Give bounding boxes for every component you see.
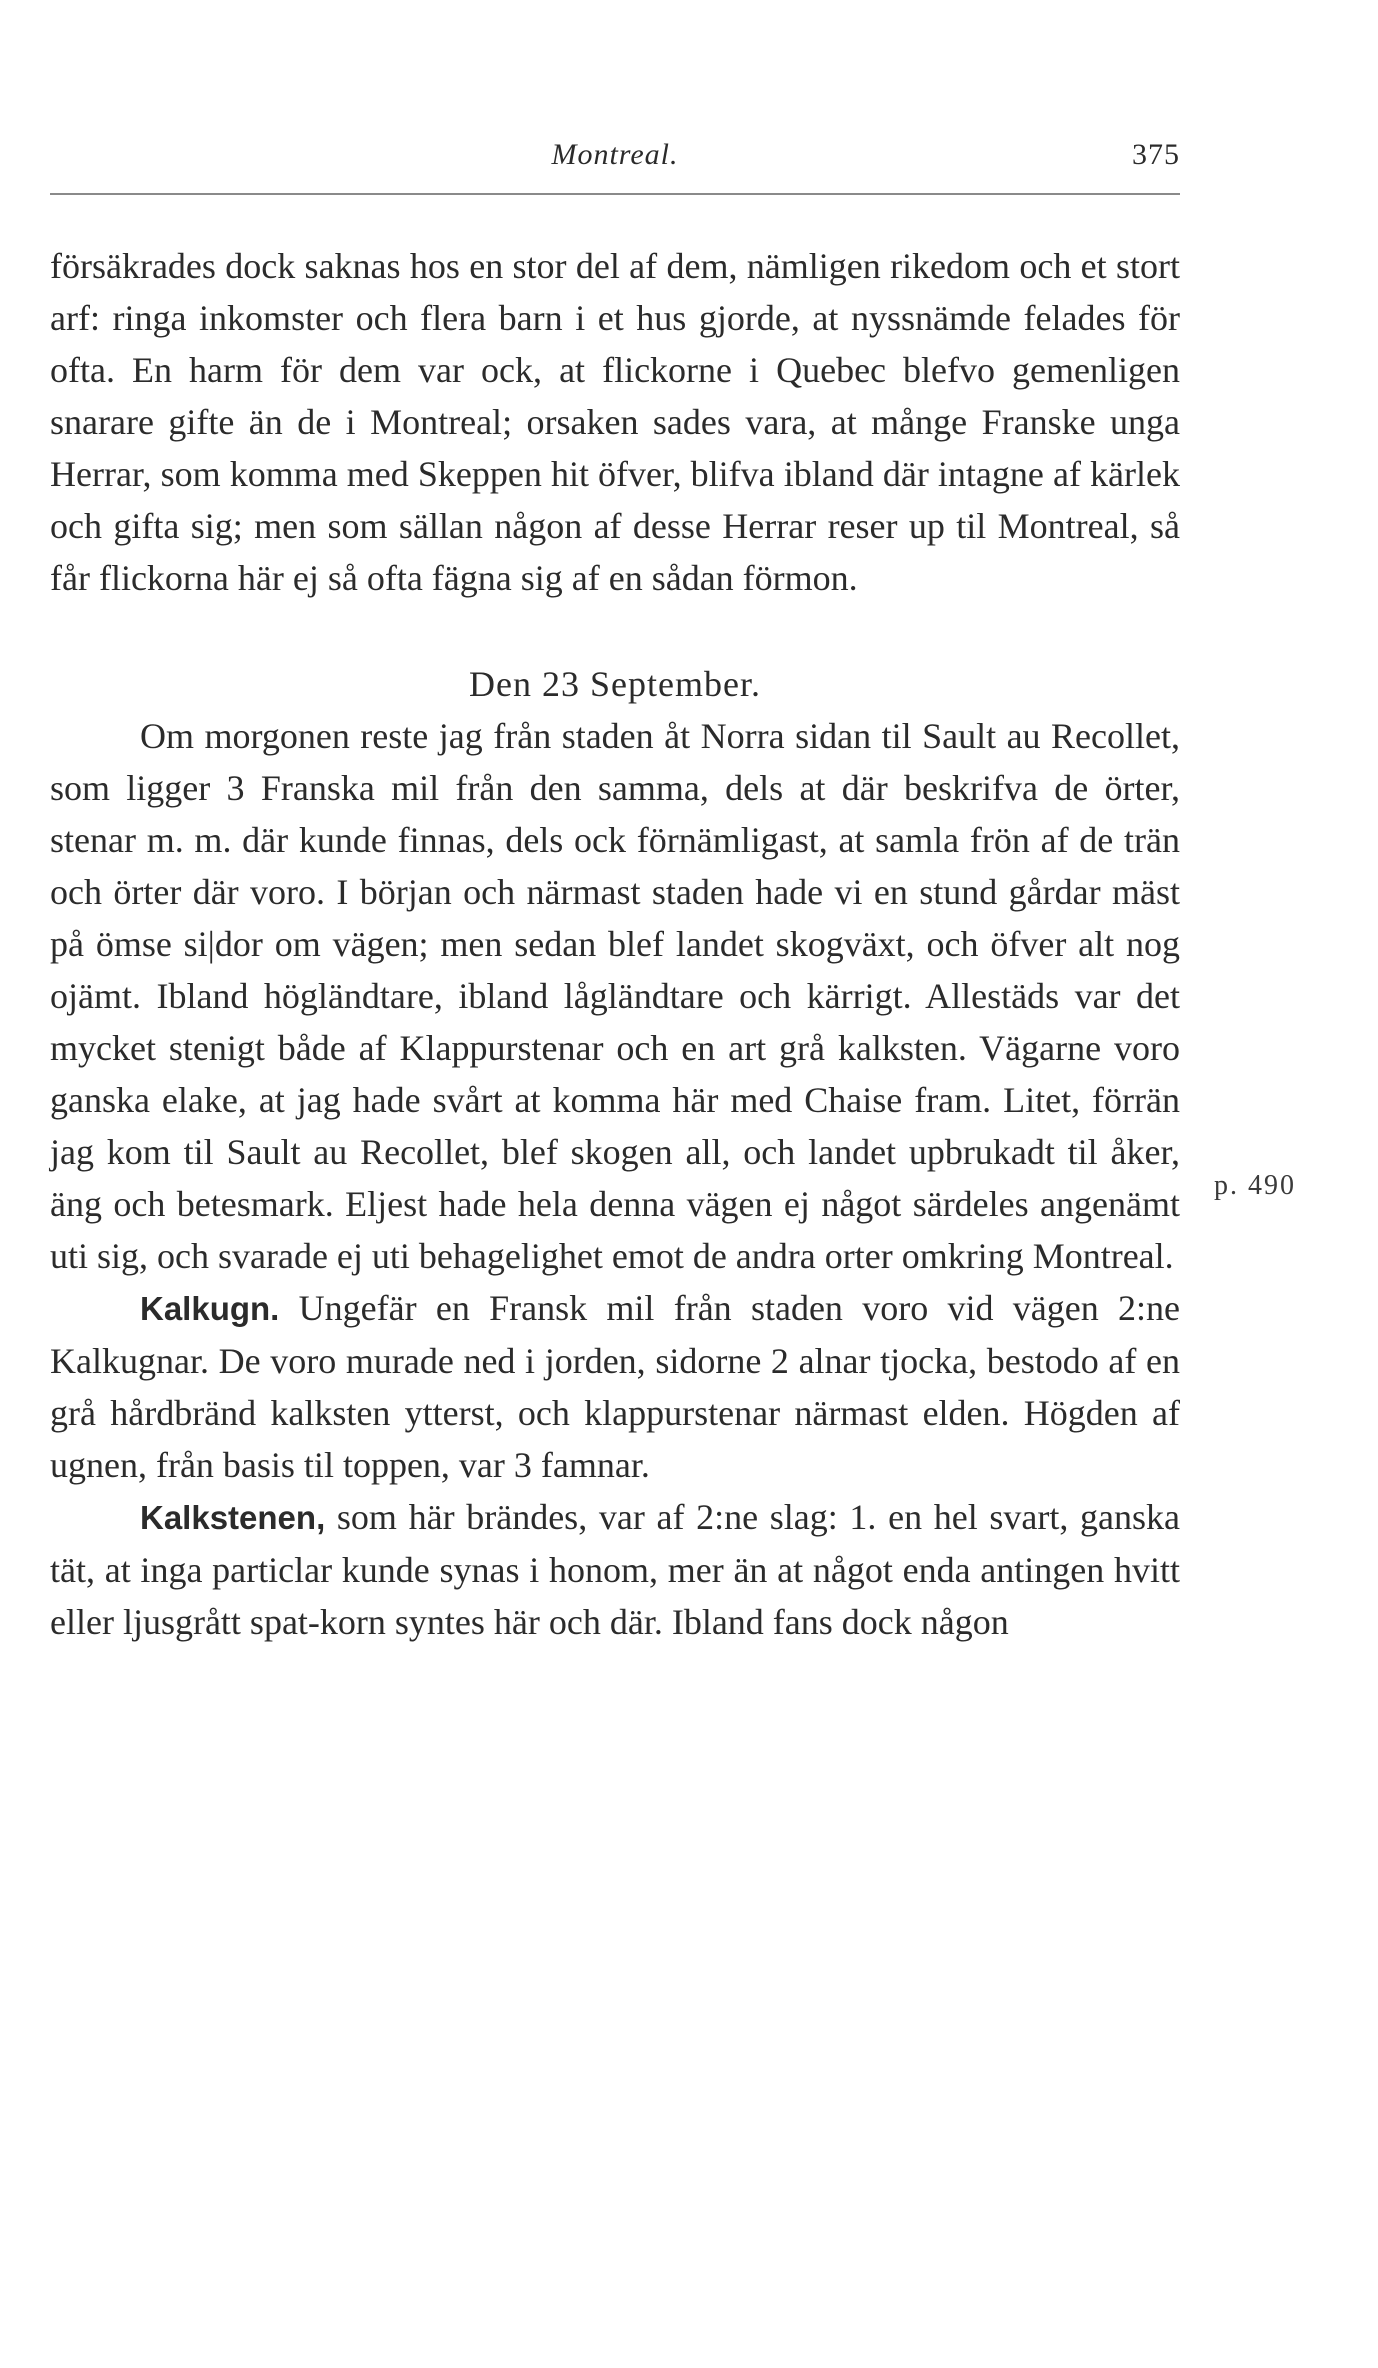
running-title: Montreal. xyxy=(551,138,679,171)
running-head xyxy=(50,138,1180,178)
paragraph-kalkstenen xyxy=(50,1491,1180,1648)
margin-page-reference: p. 490 xyxy=(1214,1170,1296,1201)
body-text xyxy=(50,240,1180,1648)
paragraph-kalkugn xyxy=(50,1282,1180,1491)
header-rule xyxy=(50,193,1180,195)
paragraph-september: Om morgonen reste jag från staden åt Norra sidan til Sault au Recollet, som ligger 3 Franska mil från den samma, dels at där beskrifva de örter, stenar m. m. där kunde finnas, dels ock förnämligast, at samla frön af de trän och örter där voro. I början och närmast staden hade vi en stund gårdar mäst på ömse si|dor om vägen; men sedan blef landet skogväxt, och öfver alt nog ojämt. Ibland högländtare, ibland lågländtare och kärrigt. Allestäds var det mycket stenigt både af Klappurstenar och en art grå kalksten. Vägarne voro ganska elake, at jag hade svårt at komma här med Chaise fram. Litet, förrän jag kom til Sault au Recollet, blef skogen all, och landet upbrukadt til åker, äng och betesmark. Eljest hade hela denna vägen ej något särdeles angenämt uti sig, och svarade ej uti behagelighet emot de andra orter omkring Montreal. xyxy=(50,716,1180,1276)
date-heading: Den 23 September. xyxy=(469,664,761,704)
side-heading-kalkstenen: Kalkstenen, xyxy=(140,1499,326,1536)
kalkstenen-text: som här brändes, var af 2:ne slag: 1. en hel svart, ganska tät, at inga particlar kunde synas i honom, mer än at något enda antingen hvitt eller ljusgrått spat-korn syntes här och där. Ibland fans dock någon xyxy=(50,1497,1180,1642)
side-heading-kalkugn: Kalkugn. xyxy=(140,1290,280,1327)
page-number: 375 xyxy=(1132,138,1180,171)
paragraph-opening: försäkrades dock saknas hos en stor del af dem, nämligen rikedom och et stort arf: ringa inkomster och flera barn i et hus gjorde, at nyssnämde felades för ofta. En harm för dem var ock, at flickorne i Quebec blefvo gemenligen snarare gifte än de i Montreal; orsaken sades vara, at månge Franske unga Herrar, som komma med Skeppen hit öfver, blifva ibland där intagne af kärlek och gifta sig; men som sällan någon af desse Herrar reser up til Montreal, så får flickorna här ej så ofta fägna sig af en sådan förmon. xyxy=(50,246,1180,598)
kalkugn-text: Ungefär en Fransk mil från staden voro vid vägen 2:ne Kalkugnar. De voro murade ned i jorden, sidorne 2 alnar tjocka, bestodo af en grå hårdbränd kalksten ytterst, och klappurstenar närmast elden. Högden af ugnen, från basis til toppen, var 3 famnar. xyxy=(50,1288,1181,1485)
